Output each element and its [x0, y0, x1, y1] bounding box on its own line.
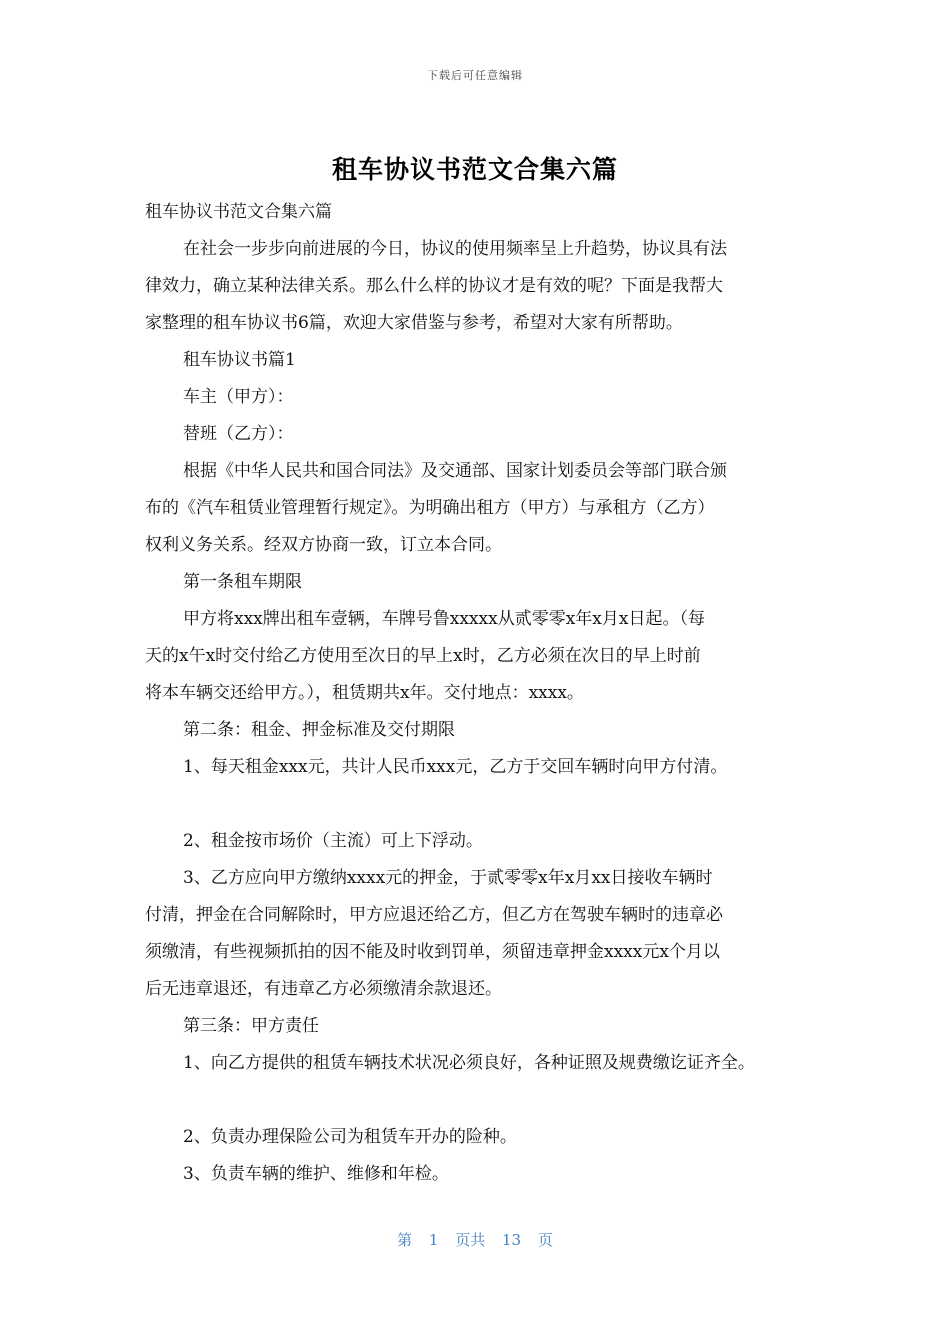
- paragraph-line: 须缴清，有些视频抓拍的因不能及时收到罚单，须留违章押金xxxx元x个月以: [145, 942, 720, 962]
- page-number: 1: [428, 1231, 439, 1249]
- paragraph-line: 天的x午x时交付给乙方使用至次日的早上x时，乙方必须在次日的早上时前: [145, 646, 701, 666]
- page-total: 13: [502, 1231, 522, 1249]
- section-heading: 租车协议书篇1: [183, 350, 296, 370]
- paragraph-line: 后无违章退还，有违章乙方必须缴清余款退还。: [145, 979, 502, 999]
- paragraph-line: 1、向乙方提供的租赁车辆技术状况必须良好，各种证照及规费缴讫证齐全。: [183, 1053, 755, 1073]
- clause-heading: 第二条：租金、押金标准及交付期限: [183, 720, 455, 740]
- paragraph-line: 根据《中华人民共和国合同法》及交通部、国家计划委员会等部门联合颁: [183, 461, 727, 481]
- paragraph-line: 1、每天租金xxx元，共计人民币xxx元，乙方于交回车辆时向甲方付清。: [183, 757, 728, 777]
- page-label-mid: 页共: [455, 1231, 486, 1249]
- clause-heading: 第一条租车期限: [183, 572, 302, 592]
- paragraph-line: 布的《汽车租赁业管理暂行规定》。为明确出租方（甲方）与承租方（乙方）: [145, 498, 715, 518]
- paragraph-line: 在社会一步步向前进展的今日，协议的使用频率呈上升趋势，协议具有法: [183, 239, 727, 259]
- party-b-line: 替班（乙方）：: [183, 424, 294, 444]
- page-label-suffix: 页: [537, 1231, 553, 1249]
- party-a-line: 车主（甲方）：: [183, 387, 294, 407]
- paragraph-line: 甲方将xxx牌出租车壹辆，车牌号鲁xxxxx从贰零零x年x月x日起。（每: [183, 609, 705, 629]
- subtitle-line: 租车协议书范文合集六篇: [145, 202, 332, 222]
- blank-line: [145, 786, 813, 823]
- paragraph-line: 3、乙方应向甲方缴纳xxxx元的押金，于贰零零x年x月xx日接收车辆时: [183, 868, 713, 888]
- document-body: [145, 194, 813, 1193]
- download-note: 下载后可任意编辑: [427, 69, 523, 82]
- page-footer: [0, 1229, 950, 1250]
- paragraph-line: 权利义务关系。经双方协商一致，订立本合同。: [145, 535, 502, 555]
- clause-heading: 第三条：甲方责任: [183, 1016, 319, 1036]
- page-label-prefix: 第: [397, 1231, 413, 1249]
- paragraph-line: 2、租金按市场价（主流）可上下浮动。: [183, 831, 483, 851]
- paragraph-line: 付清，押金在合同解除时，甲方应退还给乙方，但乙方在驾驶车辆时的违章必: [145, 905, 723, 925]
- paragraph-line: 律效力，确立某种法律关系。那么什么样的协议才是有效的呢？下面是我帮大: [145, 276, 723, 296]
- paragraph-line: 3、负责车辆的维护、维修和年检。: [183, 1164, 449, 1184]
- paragraph-line: 家整理的租车协议书6篇，欢迎大家借鉴与参考，希望对大家有所帮助。: [145, 313, 683, 333]
- paragraph-line: 将本车辆交还给甲方。），租赁期共x年。交付地点：xxxx。: [145, 683, 584, 703]
- paragraph-line: 2、负责办理保险公司为租赁车开办的险种。: [183, 1127, 517, 1147]
- blank-line: [145, 1082, 813, 1119]
- document-title: 租车协议书范文合集六篇: [331, 155, 618, 184]
